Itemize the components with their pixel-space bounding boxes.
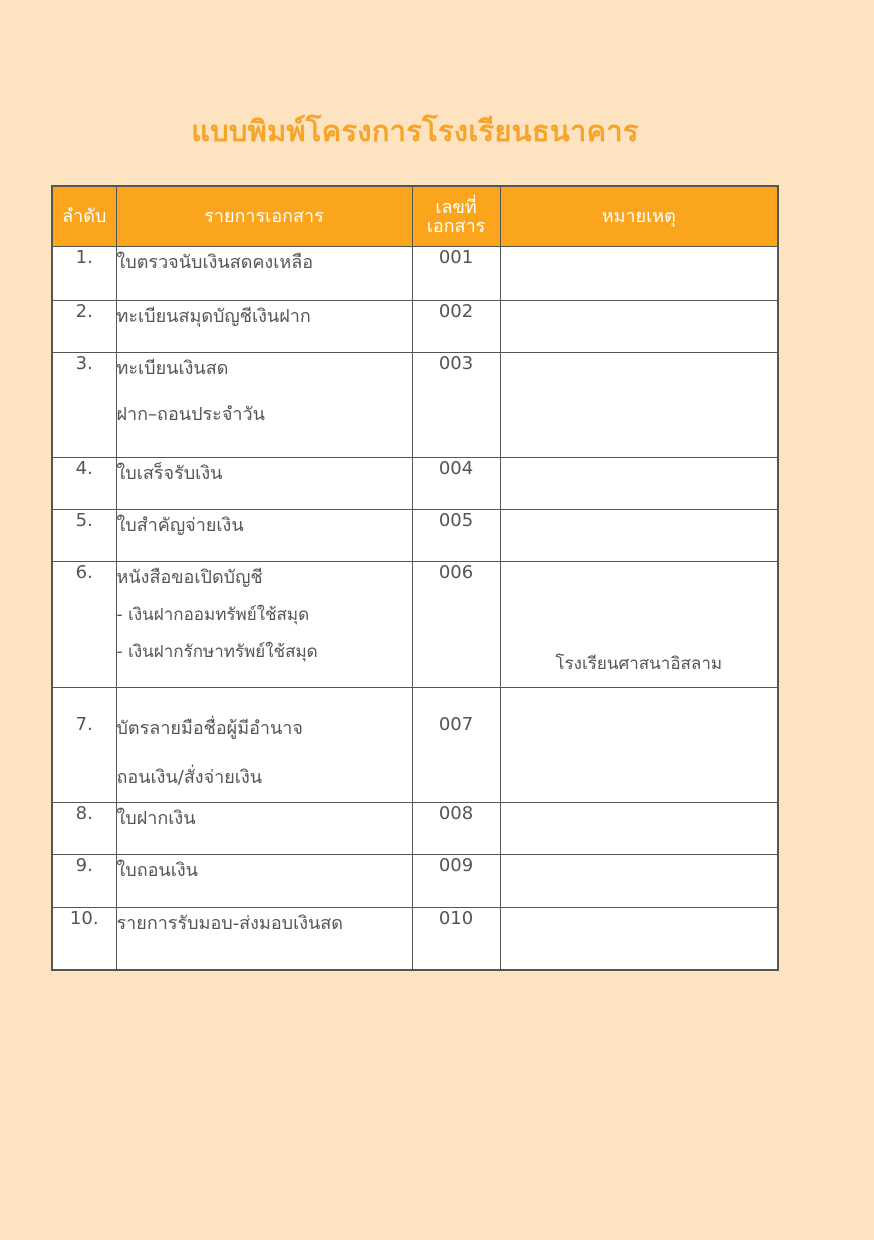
row-item xyxy=(116,458,412,510)
item-line: รายการรับมอบ-ส่งมอบเงินสด xyxy=(116,913,343,934)
table-row xyxy=(52,855,778,908)
row-number: 3. xyxy=(52,353,116,458)
header-order: ลำดับ xyxy=(52,186,116,247)
row-number: 9. xyxy=(52,855,116,908)
row-code: 005 xyxy=(412,510,500,562)
row-note xyxy=(500,510,778,562)
row-note xyxy=(500,458,778,510)
row-code: 001 xyxy=(412,247,500,301)
row-code: 003 xyxy=(412,353,500,458)
row-item xyxy=(116,301,412,353)
row-code: 006 xyxy=(412,562,500,688)
row-code: 002 xyxy=(412,301,500,353)
table-row xyxy=(52,803,778,855)
row-item xyxy=(116,688,412,803)
table-row xyxy=(52,908,778,970)
row-item xyxy=(116,908,412,970)
row-code: 008 xyxy=(412,803,500,855)
item-line: หนังสือขอเปิดบัญชี xyxy=(116,567,263,588)
header-doc-no-line2: เอกสาร xyxy=(426,215,486,237)
row-note-text: โรงเรียนศาสนาอิสลาม xyxy=(555,654,723,674)
row-note xyxy=(500,247,778,301)
header-remarks: หมายเหตุ xyxy=(500,186,778,247)
table-row xyxy=(52,247,778,301)
row-code: 010 xyxy=(412,908,500,970)
row-note xyxy=(500,353,778,458)
row-number: 1. xyxy=(52,247,116,301)
row-note xyxy=(500,301,778,353)
item-sub-line: - เงินฝากรักษาทรัพย์ใช้สมุด xyxy=(116,642,318,662)
item-line: ใบฝากเงิน xyxy=(116,808,196,829)
header-doc-no xyxy=(412,186,500,247)
row-number: 10. xyxy=(52,908,116,970)
table-row xyxy=(52,353,778,458)
item-line: บัตรลายมือชื่อผู้มีอำนาจ xyxy=(116,718,303,739)
table-row xyxy=(52,562,778,688)
item-line: ทะเบียนเงินสด xyxy=(116,358,229,379)
row-item xyxy=(116,353,412,458)
item-line: ใบสำคัญจ่ายเงิน xyxy=(116,515,244,536)
row-item xyxy=(116,855,412,908)
item-line: ฝาก–ถอนประจำวัน xyxy=(116,404,265,425)
row-note xyxy=(500,803,778,855)
item-sub-line: - เงินฝากออมทรัพย์ใช้สมุด xyxy=(116,605,310,625)
row-number: 7. xyxy=(52,688,116,803)
row-item xyxy=(116,803,412,855)
header-items: รายการเอกสาร xyxy=(116,186,412,247)
table-row xyxy=(52,301,778,353)
header-doc-no-line1: เลขที่ xyxy=(435,196,477,218)
row-number: 4. xyxy=(52,458,116,510)
table-header-row xyxy=(52,186,778,247)
item-line: ใบเสร็จรับเงิน xyxy=(116,463,223,484)
page-title: แบบพิมพ์โครงการโรงเรียนธนาคาร xyxy=(191,114,639,148)
row-item xyxy=(116,510,412,562)
table-row xyxy=(52,688,778,803)
row-number: 6. xyxy=(52,562,116,688)
row-number: 8. xyxy=(52,803,116,855)
row-item xyxy=(116,562,412,688)
row-note xyxy=(500,688,778,803)
row-code: 009 xyxy=(412,855,500,908)
row-note xyxy=(500,908,778,970)
row-note xyxy=(500,855,778,908)
table-row xyxy=(52,458,778,510)
row-number: 2. xyxy=(52,301,116,353)
documents-table xyxy=(51,185,779,971)
item-line: ทะเบียนสมุดบัญชีเงินฝาก xyxy=(116,306,311,327)
item-line: ใบตรวจนับเงินสดคงเหลือ xyxy=(116,252,314,273)
row-code: 004 xyxy=(412,458,500,510)
row-item xyxy=(116,247,412,301)
row-number: 5. xyxy=(52,510,116,562)
row-code: 007 xyxy=(412,688,500,803)
item-line: ใบถอนเงิน xyxy=(116,860,198,881)
item-line: ถอนเงิน/สั่งจ่ายเงิน xyxy=(116,767,263,788)
table-row xyxy=(52,510,778,562)
row-note xyxy=(500,562,778,688)
